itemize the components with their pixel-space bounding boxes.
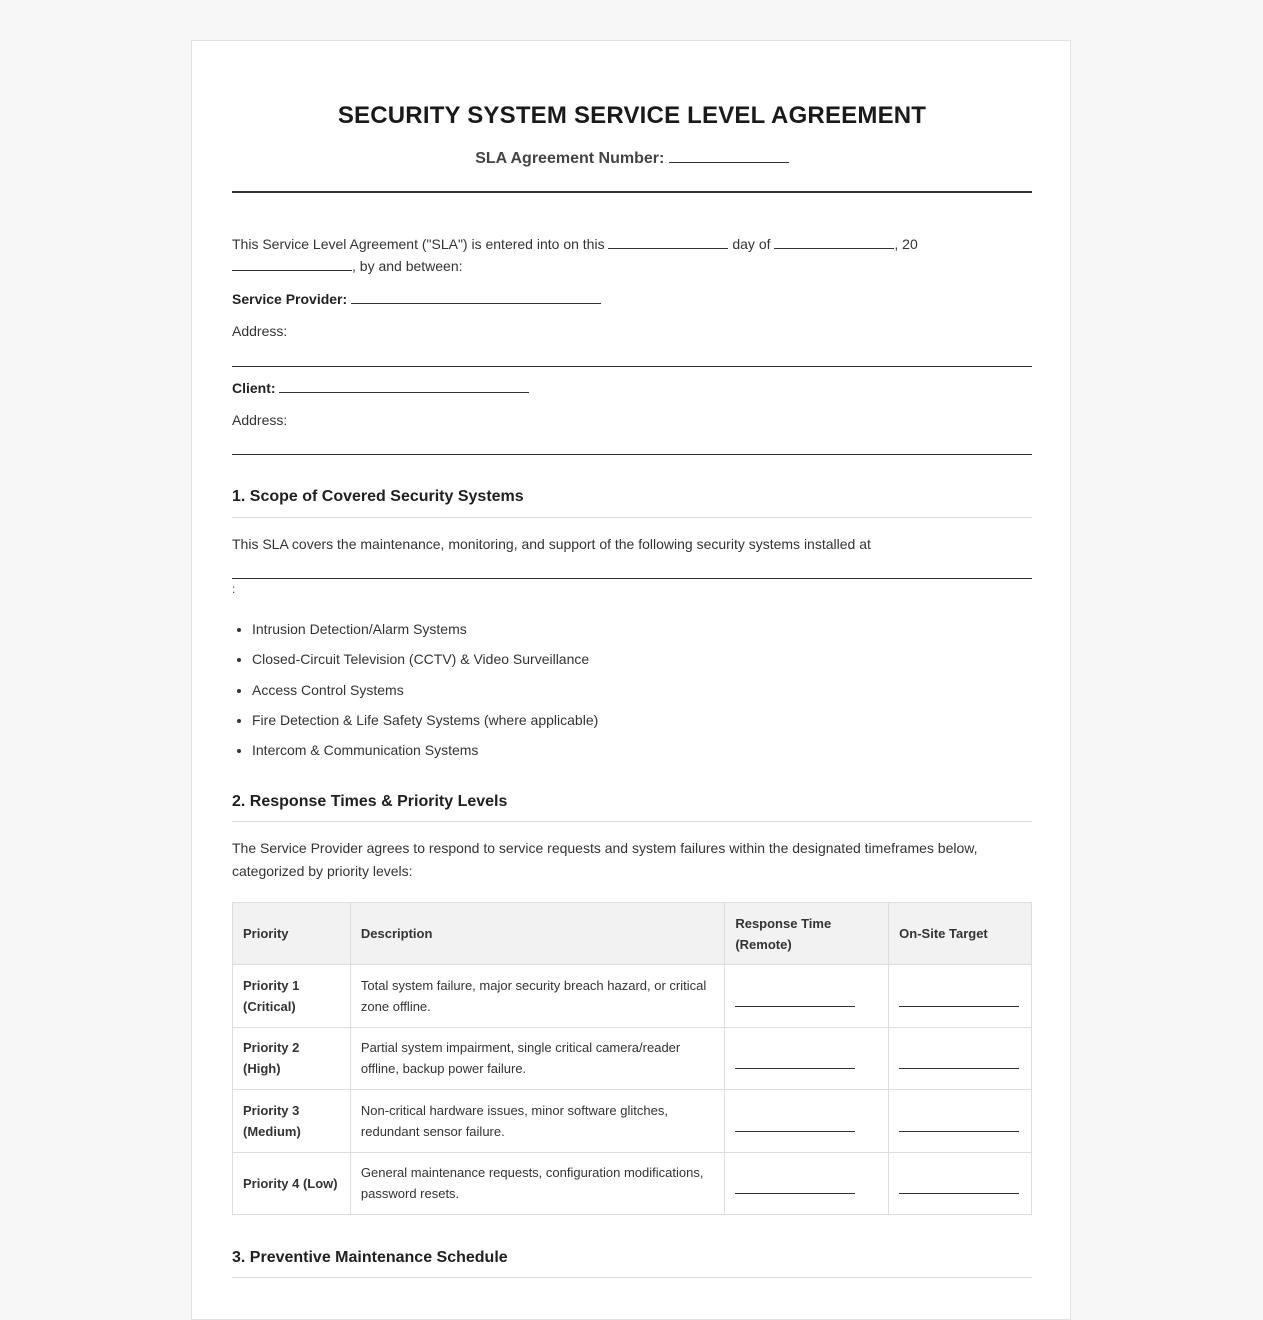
onsite-target-field[interactable]	[899, 1068, 1019, 1069]
priority-cell: Priority 1 (Critical)	[233, 965, 351, 1028]
sla-number-line	[232, 148, 1032, 168]
list-item: • Intercom & Communication Systems	[252, 735, 598, 765]
description-cell: Total system failure, major security breach hazard, or critical zone offline.	[350, 965, 724, 1028]
provider-address-field[interactable]	[232, 366, 1032, 367]
intro-paragraph	[232, 233, 1032, 277]
priority-cell: Priority 3 (Medium)	[233, 1090, 351, 1153]
client-line	[232, 377, 1032, 399]
section-3-divider	[232, 1277, 1032, 1278]
location-colon: :	[232, 582, 236, 596]
onsite-target-field[interactable]	[899, 1131, 1019, 1132]
document-title: SECURITY SYSTEM SERVICE LEVEL AGREEMENT	[337, 102, 927, 129]
list-item: • Closed-Circuit Television (CCTV) & Video Surveillance	[252, 644, 598, 674]
month-field[interactable]	[774, 234, 894, 249]
priority-cell: Priority 2 (High)	[233, 1027, 351, 1090]
list-item: • Access Control Systems	[252, 675, 598, 705]
response-time-cell	[725, 1027, 889, 1090]
header-description: Description	[350, 903, 724, 965]
section-2-divider	[232, 821, 1032, 822]
header-divider	[232, 191, 1032, 193]
header-onsite-target: On-Site Target	[889, 903, 1032, 965]
response-time-field[interactable]	[735, 1131, 855, 1132]
section-1-divider	[232, 517, 1032, 518]
intro-text-2: day of	[732, 236, 771, 252]
client-name-field[interactable]	[279, 378, 529, 393]
intro-text-3: , 20	[894, 236, 918, 252]
response-time-field[interactable]	[735, 1193, 855, 1194]
onsite-target-field[interactable]	[899, 1193, 1019, 1194]
priority-table	[232, 902, 1032, 1215]
response-time-field[interactable]	[735, 1068, 855, 1069]
priority-cell: Priority 4 (Low)	[233, 1152, 351, 1215]
section-2-heading: 2. Response Times & Priority Levels	[232, 793, 508, 810]
day-field[interactable]	[608, 234, 728, 249]
client-address-field[interactable]	[232, 454, 1032, 455]
section-3-heading: 3. Preventive Maintenance Schedule	[232, 1249, 508, 1266]
covered-systems-list	[232, 614, 598, 765]
onsite-target-field[interactable]	[899, 1006, 1019, 1007]
onsite-target-cell	[889, 1090, 1032, 1153]
client-label: Client:	[232, 380, 276, 396]
sla-number-field[interactable]	[669, 148, 789, 163]
document-page	[191, 40, 1071, 1320]
intro-text-1: This Service Level Agreement ("SLA") is entered into on this	[232, 236, 605, 252]
provider-line	[232, 288, 1032, 310]
response-time-field[interactable]	[735, 1006, 855, 1007]
header-priority: Priority	[233, 903, 351, 965]
client-address-label: Address:	[232, 412, 288, 428]
intro-text-4: , by and between:	[352, 258, 463, 274]
sla-number-label: SLA Agreement Number:	[475, 150, 665, 167]
provider-name-field[interactable]	[351, 289, 601, 304]
table-row	[233, 965, 1032, 1028]
list-item: • Intrusion Detection/Alarm Systems	[252, 614, 598, 644]
onsite-target-cell	[889, 965, 1032, 1028]
onsite-target-cell	[889, 1152, 1032, 1215]
list-item: • Fire Detection & Life Safety Systems (where applicable)	[252, 705, 598, 735]
provider-label: Service Provider:	[232, 291, 348, 307]
response-time-cell	[725, 1152, 889, 1215]
table-header-row	[233, 903, 1032, 965]
header-response-time: Response Time (Remote)	[725, 903, 889, 965]
table-row	[233, 1090, 1032, 1153]
description-cell: Non-critical hardware issues, minor software glitches, redundant sensor failure.	[350, 1090, 724, 1153]
description-cell: General maintenance requests, configuration modifications, password resets.	[350, 1152, 724, 1215]
table-row	[233, 1152, 1032, 1215]
provider-address-label: Address:	[232, 323, 288, 339]
section-2-intro: The Service Provider agrees to respond to service requests and system failures within the designated timeframes below, categorized by priority levels:	[232, 840, 978, 879]
year-field[interactable]	[232, 256, 352, 271]
response-time-cell	[725, 965, 889, 1028]
response-time-cell	[725, 1090, 889, 1153]
section-1-intro: This SLA covers the maintenance, monitoring, and support of the following security systems installed at	[232, 536, 871, 552]
location-field[interactable]	[232, 578, 1032, 579]
section-1-heading: 1. Scope of Covered Security Systems	[232, 488, 524, 505]
table-row	[233, 1027, 1032, 1090]
description-cell: Partial system impairment, single critical camera/reader offline, backup power failure.	[350, 1027, 724, 1090]
onsite-target-cell	[889, 1027, 1032, 1090]
